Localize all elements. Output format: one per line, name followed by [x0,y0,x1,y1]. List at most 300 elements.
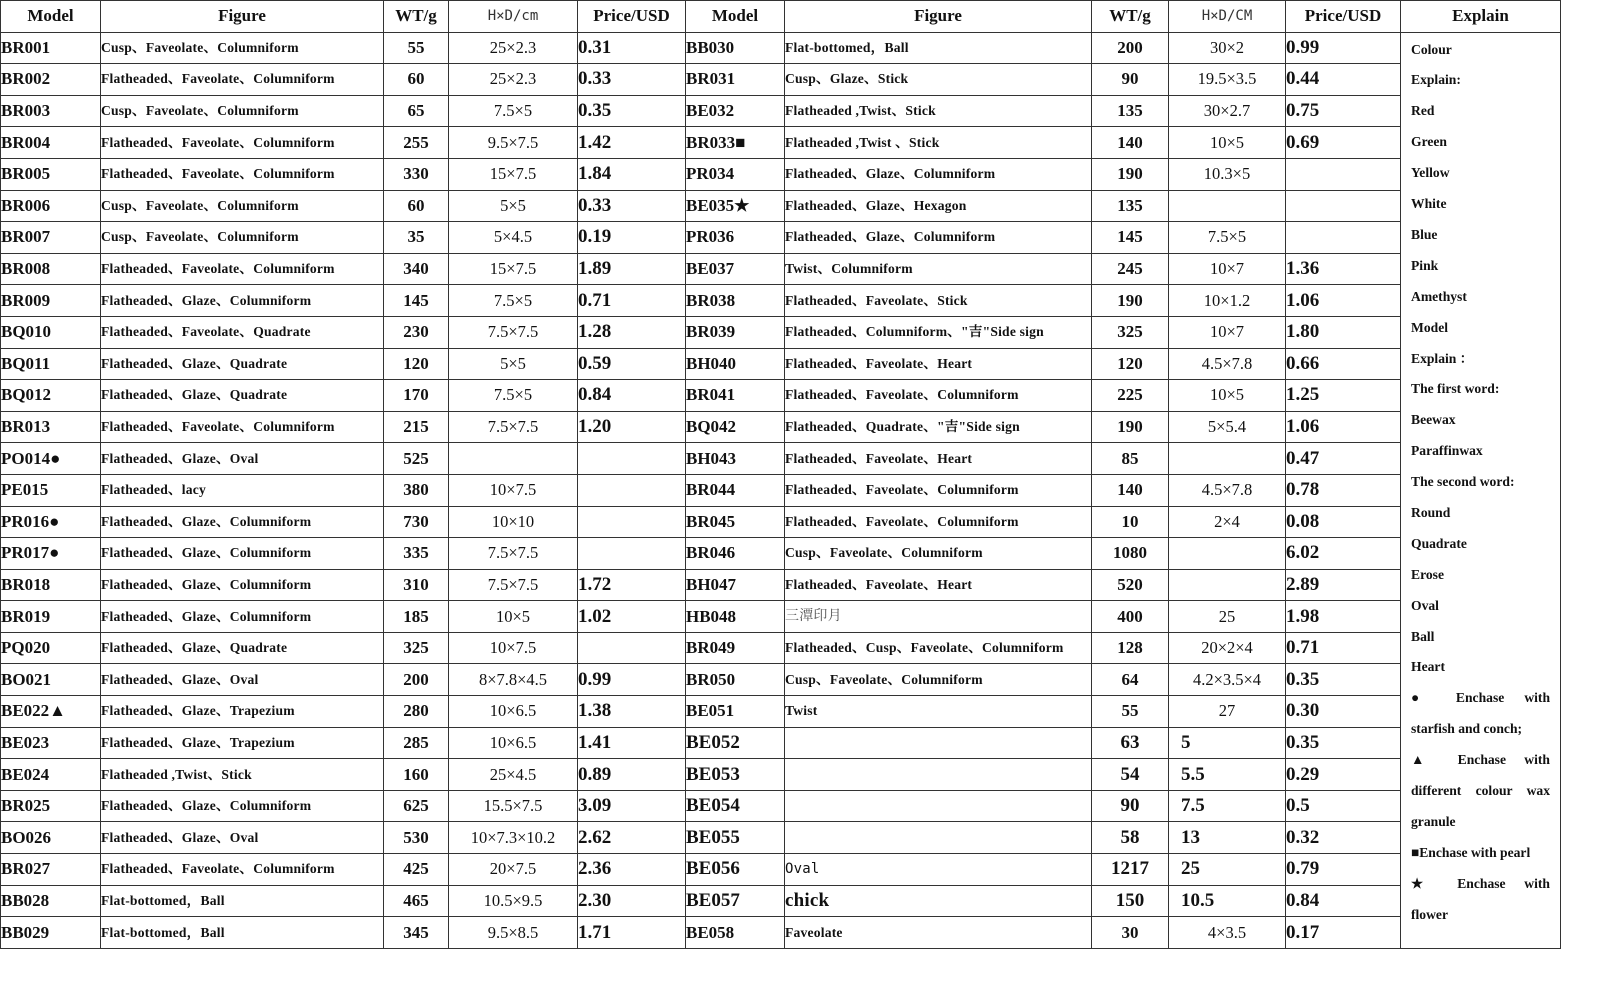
figure-cell: Flatheaded、Glaze、Quadrate [101,348,384,380]
figure-cell: Flatheaded、Glaze、Columniform [785,158,1092,190]
weight-cell: 120 [384,348,449,380]
model-cell: BH040 [686,348,785,380]
figure-cell: Flatheaded、Faveolate、Stick [785,285,1092,317]
figure-cell: Cusp、Faveolate、Columniform [101,95,384,127]
table-row [1,348,1561,380]
figure-cell: Flatheaded、Glaze、Hexagon [785,190,1092,222]
figure-cell: 三潭印月 [785,601,1092,633]
explain-line: Red [1411,103,1435,119]
figure-cell: Cusp、Glaze、Stick [785,64,1092,96]
model-cell: BR009 [1,285,101,317]
table-row [1,285,1561,317]
price-cell: 0.44 [1286,64,1401,96]
size-cell: 10.3×5 [1169,158,1286,190]
price-cell: 1.80 [1286,316,1401,348]
weight-cell: 55 [1092,696,1169,728]
model-cell: PE015 [1,474,101,506]
table-row [1,474,1561,506]
size-cell: 9.5×7.5 [449,127,578,159]
size-cell: 7.5×5 [449,380,578,412]
explain-line: White [1411,196,1447,212]
explain-line: Erose [1411,566,1444,582]
size-cell: 30×2.7 [1169,95,1286,127]
explain-line: Paraffinwax [1411,443,1483,459]
table-row [1,538,1561,570]
model-cell: BR049 [686,632,785,664]
table-row [1,569,1561,601]
figure-cell: Flatheaded、Faveolate、Columniform [101,411,384,443]
model-cell: BE037 [686,253,785,285]
figure-cell: Flatheaded、Glaze、Columniform [101,569,384,601]
weight-cell: 520 [1092,569,1169,601]
weight-cell: 55 [384,32,449,64]
model-cell: BE023 [1,727,101,759]
figure-cell: Flatheaded、Faveolate、Columniform [101,158,384,190]
model-cell: BR038 [686,285,785,317]
weight-cell: 65 [384,95,449,127]
weight-cell: 10 [1092,506,1169,538]
price-cell: 1.38 [578,696,686,728]
model-cell: BO026 [1,822,101,854]
figure-cell: Flatheaded、Glaze、Columniform [101,601,384,633]
weight-cell: 465 [384,885,449,917]
figure-cell: Flatheaded、Glaze、Columniform [101,285,384,317]
table-row [1,253,1561,285]
price-cell: 0.71 [578,285,686,317]
weight-cell: 280 [384,696,449,728]
size-cell: 7.5×5 [1169,222,1286,254]
model-cell: BR001 [1,32,101,64]
size-cell [1169,569,1286,601]
header-price-2: Price/USD [1286,1,1401,33]
explain-legend [1401,32,1561,948]
header-row [1,1,1561,33]
weight-cell: 225 [1092,380,1169,412]
price-cell [578,538,686,570]
header-size: H×D/cm [449,1,578,33]
size-cell: 15×7.5 [449,253,578,285]
price-cell: 0.84 [1286,885,1401,917]
model-cell: BB029 [1,917,101,949]
model-cell: BR018 [1,569,101,601]
weight-cell: 30 [1092,917,1169,949]
price-cell: 2.62 [578,822,686,854]
model-cell: BE052 [686,727,785,759]
model-cell: BR006 [1,190,101,222]
explain-line: Ball [1411,628,1435,644]
model-cell: BE022▲ [1,696,101,728]
size-cell: 19.5×3.5 [1169,64,1286,96]
size-cell: 25×2.3 [449,32,578,64]
size-cell: 10×7.3×10.2 [449,822,578,854]
size-cell: 7.5×7.5 [449,569,578,601]
size-cell: 5.5 [1169,759,1286,791]
figure-cell: Flatheaded、Faveolate、Heart [785,443,1092,475]
model-cell: BQ042 [686,411,785,443]
figure-cell: Cusp、Faveolate、Columniform [785,664,1092,696]
figure-cell: Flat-bottomed，Ball [101,885,384,917]
weight-cell: 400 [1092,601,1169,633]
weight-cell: 625 [384,790,449,822]
figure-cell: Cusp、Faveolate、Columniform [785,538,1092,570]
model-cell: BE032 [686,95,785,127]
figure-cell: Flatheaded、Glaze、Oval [101,443,384,475]
price-cell: 0.99 [578,664,686,696]
figure-cell: Flatheaded、Faveolate、Columniform [101,253,384,285]
weight-cell: 64 [1092,664,1169,696]
weight-cell: 190 [1092,158,1169,190]
weight-cell: 190 [1092,411,1169,443]
table-row [1,95,1561,127]
table-row [1,158,1561,190]
price-cell: 0.79 [1286,854,1401,886]
price-cell: 3.09 [578,790,686,822]
price-cell: 0.71 [1286,632,1401,664]
figure-cell: Flatheaded、Columniform、"吉"Side sign [785,316,1092,348]
size-cell: 7.5×5 [449,285,578,317]
explain-line: ■Enchase with pearl [1411,844,1531,860]
price-cell [578,506,686,538]
weight-cell: 200 [384,664,449,696]
price-cell: 0.84 [578,380,686,412]
header-model-2: Model [686,1,785,33]
figure-cell [785,727,1092,759]
price-cell: 0.75 [1286,95,1401,127]
price-cell: 1.71 [578,917,686,949]
model-cell: BE056 [686,854,785,886]
model-cell: BR007 [1,222,101,254]
figure-cell: Oval [785,854,1092,886]
weight-cell: 135 [1092,190,1169,222]
weight-cell: 285 [384,727,449,759]
figure-cell: Flatheaded、Faveolate、Columniform [785,506,1092,538]
explain-line: Beewax [1411,412,1456,428]
figure-cell: Flatheaded、Glaze、Oval [101,822,384,854]
explain-line: ● Enchase with [1411,690,1550,706]
figure-cell: Flatheaded、Glaze、Quadrate [101,632,384,664]
price-cell [1286,222,1401,254]
figure-cell [785,822,1092,854]
figure-cell: Flatheaded、Glaze、Quadrate [101,380,384,412]
price-cell: 0.35 [1286,664,1401,696]
model-cell: BB030 [686,32,785,64]
price-cell: 0.17 [1286,917,1401,949]
size-cell: 7.5×7.5 [449,411,578,443]
table-row [1,696,1561,728]
size-cell: 5 [1169,727,1286,759]
size-cell: 2×4 [1169,506,1286,538]
price-cell: 0.69 [1286,127,1401,159]
figure-cell: Faveolate [785,917,1092,949]
size-cell: 10×6.5 [449,696,578,728]
weight-cell: 140 [1092,127,1169,159]
figure-cell [785,790,1092,822]
price-cell: 1.28 [578,316,686,348]
size-cell: 5×4.5 [449,222,578,254]
price-cell: 0.31 [578,32,686,64]
model-cell: BE035★ [686,190,785,222]
model-cell: BR045 [686,506,785,538]
model-cell: BR005 [1,158,101,190]
figure-cell: Flatheaded、Faveolate、Columniform [101,854,384,886]
price-cell [1286,158,1401,190]
weight-cell: 85 [1092,443,1169,475]
table-row [1,854,1561,886]
weight-cell: 185 [384,601,449,633]
price-cell: 1.89 [578,253,686,285]
explain-line: Model [1411,319,1448,335]
size-cell: 15.5×7.5 [449,790,578,822]
figure-cell: Flatheaded、Faveolate、Heart [785,348,1092,380]
figure-cell: Flatheaded、Glaze、Columniform [785,222,1092,254]
model-cell: PR016● [1,506,101,538]
price-cell: 0.35 [1286,727,1401,759]
weight-cell: 330 [384,158,449,190]
price-cell: 0.66 [1286,348,1401,380]
weight-cell: 120 [1092,348,1169,380]
header-price: Price/USD [578,1,686,33]
weight-cell: 325 [1092,316,1169,348]
size-cell: 9.5×8.5 [449,917,578,949]
model-cell: BO021 [1,664,101,696]
weight-cell: 54 [1092,759,1169,791]
price-cell: 0.47 [1286,443,1401,475]
model-cell: BR031 [686,64,785,96]
size-cell: 5×5 [449,190,578,222]
price-cell [578,443,686,475]
figure-cell: Flatheaded、Faveolate、Quadrate [101,316,384,348]
table-row [1,917,1561,949]
model-cell: BR039 [686,316,785,348]
size-cell: 10×7.5 [449,474,578,506]
size-cell: 5×5.4 [1169,411,1286,443]
figure-cell: Flatheaded、Glaze、Oval [101,664,384,696]
header-figure-2: Figure [785,1,1092,33]
price-cell: 1.06 [1286,411,1401,443]
weight-cell: 63 [1092,727,1169,759]
table-row [1,222,1561,254]
explain-line: Explain: [1411,72,1461,88]
size-cell: 25 [1169,854,1286,886]
size-cell: 25×2.3 [449,64,578,96]
table-row [1,316,1561,348]
header-weight-2: WT/g [1092,1,1169,33]
price-cell: 2.36 [578,854,686,886]
size-cell: 10×5 [1169,127,1286,159]
size-cell: 10×5 [449,601,578,633]
size-cell: 10×1.2 [1169,285,1286,317]
price-cell: 0.08 [1286,506,1401,538]
weight-cell: 340 [384,253,449,285]
size-cell: 10×7 [1169,316,1286,348]
weight-cell: 1217 [1092,854,1169,886]
weight-cell: 255 [384,127,449,159]
figure-cell: Flatheaded、Faveolate、Columniform [785,380,1092,412]
table-row [1,632,1561,664]
price-cell: 1.25 [1286,380,1401,412]
size-cell: 15×7.5 [449,158,578,190]
price-cell: 0.32 [1286,822,1401,854]
model-cell: PR017● [1,538,101,570]
table-row [1,759,1561,791]
explain-line: Blue [1411,226,1438,242]
header-explain: Explain [1401,1,1561,33]
figure-cell: Flatheaded ,Twist、Stick [101,759,384,791]
size-cell [449,443,578,475]
size-cell: 4.5×7.8 [1169,474,1286,506]
size-cell: 13 [1169,822,1286,854]
table-row [1,190,1561,222]
price-cell: 0.33 [578,190,686,222]
table-row [1,506,1561,538]
figure-cell: Flatheaded、Faveolate、Columniform [101,64,384,96]
price-cell: 0.29 [1286,759,1401,791]
weight-cell: 530 [384,822,449,854]
model-cell: PQ020 [1,632,101,664]
weight-cell: 525 [384,443,449,475]
header-figure: Figure [101,1,384,33]
figure-cell: Flatheaded、Glaze、Columniform [101,790,384,822]
weight-cell: 380 [384,474,449,506]
table-row [1,32,1561,64]
model-cell: BR013 [1,411,101,443]
price-cell: 0.35 [578,95,686,127]
model-cell: BE057 [686,885,785,917]
explain-line: The second word: [1411,474,1515,490]
model-cell: BQ010 [1,316,101,348]
size-cell: 7.5×5 [449,95,578,127]
table-row [1,601,1561,633]
price-cell: 1.36 [1286,253,1401,285]
size-cell: 25 [1169,601,1286,633]
size-cell: 4.2×3.5×4 [1169,664,1286,696]
price-cell: 0.19 [578,222,686,254]
weight-cell: 145 [1092,222,1169,254]
model-cell: PO014● [1,443,101,475]
weight-cell: 730 [384,506,449,538]
size-cell: 7.5×7.5 [449,538,578,570]
figure-cell: Flatheaded、Glaze、Columniform [101,506,384,538]
figure-cell: Flatheaded ,Twist、Stick [785,95,1092,127]
explain-line: Pink [1411,257,1439,273]
figure-cell [785,759,1092,791]
weight-cell: 215 [384,411,449,443]
price-cell: 0.33 [578,64,686,96]
price-cell [578,474,686,506]
table-row [1,64,1561,96]
weight-cell: 230 [384,316,449,348]
price-cell: 0.59 [578,348,686,380]
table-row [1,127,1561,159]
model-cell: BB028 [1,885,101,917]
model-cell: BE053 [686,759,785,791]
weight-cell: 1080 [1092,538,1169,570]
model-cell: BR025 [1,790,101,822]
weight-cell: 60 [384,64,449,96]
model-cell: BE024 [1,759,101,791]
weight-cell: 140 [1092,474,1169,506]
size-cell [1169,443,1286,475]
figure-cell: Flatheaded、Quadrate、"吉"Side sign [785,411,1092,443]
model-cell: BR046 [686,538,785,570]
weight-cell: 245 [1092,253,1169,285]
weight-cell: 90 [1092,790,1169,822]
price-cell: 2.30 [578,885,686,917]
explain-line: ▲ Enchase with [1411,752,1550,768]
explain-line: flower [1411,906,1448,922]
figure-cell: Flatheaded、Cusp、Faveolate、Columniform [785,632,1092,664]
price-cell: 1.20 [578,411,686,443]
price-cell: 1.41 [578,727,686,759]
weight-cell: 58 [1092,822,1169,854]
price-cell: 1.02 [578,601,686,633]
header-size-2: H×D/CM [1169,1,1286,33]
figure-cell: Flatheaded、lacy [101,474,384,506]
weight-cell: 145 [384,285,449,317]
table-row [1,411,1561,443]
size-cell: 25×4.5 [449,759,578,791]
size-cell: 10.5 [1169,885,1286,917]
header-model: Model [1,1,101,33]
model-cell: BE058 [686,917,785,949]
size-cell [1169,538,1286,570]
table-body [1,32,1561,948]
price-cell: 1.84 [578,158,686,190]
explain-line: starfish and conch; [1411,721,1523,737]
figure-cell: chick [785,885,1092,917]
price-cell: 2.89 [1286,569,1401,601]
model-cell: BQ011 [1,348,101,380]
figure-cell: Cusp、Faveolate、Columniform [101,190,384,222]
price-cell: 1.42 [578,127,686,159]
price-cell: 0.30 [1286,696,1401,728]
size-cell: 4.5×7.8 [1169,348,1286,380]
weight-cell: 90 [1092,64,1169,96]
size-cell: 10×5 [1169,380,1286,412]
explain-line: Amethyst [1411,288,1467,304]
model-cell: BQ012 [1,380,101,412]
price-cell: 6.02 [1286,538,1401,570]
table-row [1,790,1561,822]
model-cell: PR036 [686,222,785,254]
model-cell: BR050 [686,664,785,696]
price-cell: 0.5 [1286,790,1401,822]
weight-cell: 160 [384,759,449,791]
size-cell: 20×7.5 [449,854,578,886]
size-cell: 5×5 [449,348,578,380]
size-cell: 7.5 [1169,790,1286,822]
figure-cell: Flatheaded、Faveolate、Columniform [101,127,384,159]
size-cell: 10×7.5 [449,632,578,664]
header-weight: WT/g [384,1,449,33]
weight-cell: 325 [384,632,449,664]
model-cell: PR034 [686,158,785,190]
explain-line: ★ Enchase with [1411,875,1550,891]
figure-cell: Flatheaded、Faveolate、Columniform [785,474,1092,506]
price-cell [578,632,686,664]
model-cell: BR002 [1,64,101,96]
model-cell: BR044 [686,474,785,506]
explain-line: Colour [1411,41,1452,57]
figure-cell: Twist [785,696,1092,728]
size-cell [1169,190,1286,222]
size-cell: 10×6.5 [449,727,578,759]
price-cell [1286,190,1401,222]
weight-cell: 128 [1092,632,1169,664]
model-cell: BR027 [1,854,101,886]
size-cell: 4×3.5 [1169,917,1286,949]
figure-cell: Flat-bottomed，Ball [101,917,384,949]
